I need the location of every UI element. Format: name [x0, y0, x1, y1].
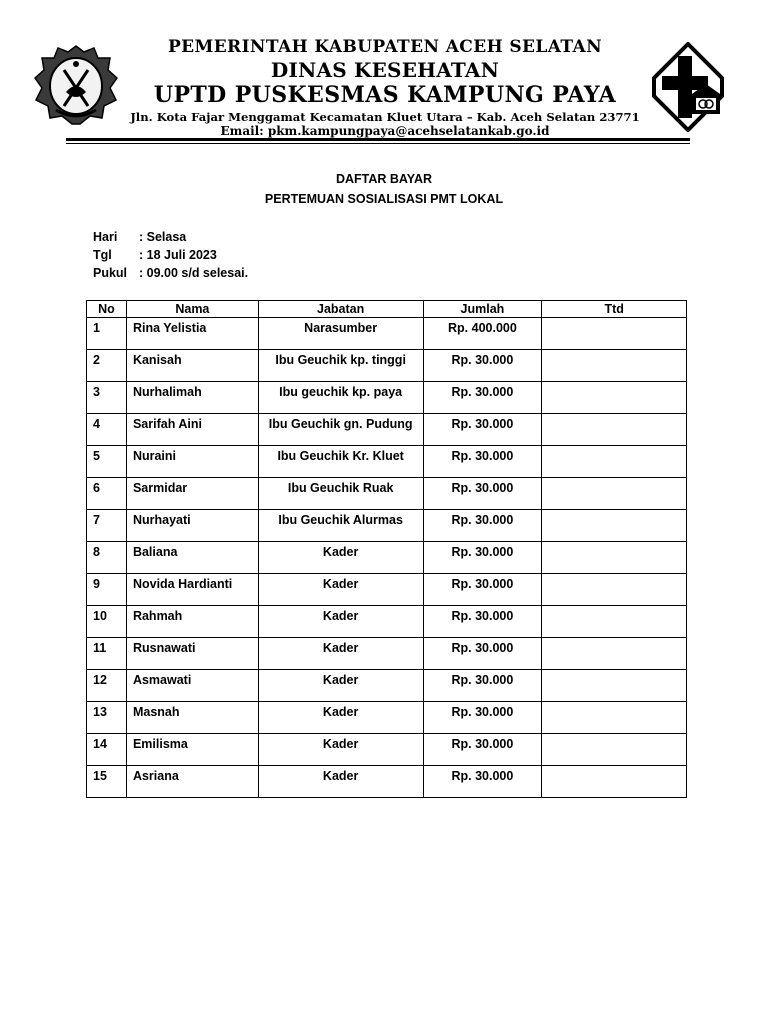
table-row	[87, 542, 687, 574]
cell-jumlah: Rp. 30.000	[423, 638, 542, 670]
cell-jumlah: Rp. 30.000	[423, 478, 542, 510]
cell-no: 14	[87, 734, 127, 766]
cell-signature	[542, 414, 687, 446]
cell-jabatan: Kader	[258, 766, 423, 798]
document-subtitle: PERTEMUAN SOSIALISASI PMT LOKAL	[264, 192, 504, 206]
cell-signature	[542, 766, 687, 798]
table-row	[87, 702, 687, 734]
address-line: Jln. Kota Fajar Menggamat Kecamatan Kluet Utara – Kab. Aceh Selatan 23771	[130, 110, 640, 124]
cell-nama: Rahmah	[126, 606, 258, 638]
table-row	[87, 606, 687, 638]
cell-jabatan: Ibu Geuchik Ruak	[258, 478, 423, 510]
document-title: DAFTAR BAYAR	[335, 172, 433, 186]
cell-signature	[542, 734, 687, 766]
email-line: Email: pkm.kampungpaya@acehselatankab.go.id	[220, 124, 550, 138]
cell-no: 5	[87, 446, 127, 478]
institution-name: UPTD PUSKESMAS KAMPUNG PAYA	[153, 82, 617, 108]
meta-value: : 18 Juli 2023	[139, 248, 217, 262]
table-row	[87, 670, 687, 702]
cell-signature	[542, 510, 687, 542]
table-row	[87, 478, 687, 510]
cell-jabatan: Ibu geuchik kp. paya	[258, 382, 423, 414]
cell-jumlah: Rp. 30.000	[423, 382, 542, 414]
payment-table	[86, 300, 687, 798]
cell-nama: Kanisah	[126, 350, 258, 382]
header-jumlah: Jumlah	[423, 301, 542, 318]
table-row	[87, 638, 687, 670]
cell-nama: Asmawati	[126, 670, 258, 702]
cell-jabatan: Ibu Geuchik Kr. Kluet	[258, 446, 423, 478]
cell-jumlah: Rp. 30.000	[423, 766, 542, 798]
meta-label: Tgl	[93, 248, 112, 262]
cell-no: 12	[87, 670, 127, 702]
header-no: No	[87, 301, 127, 318]
cell-jumlah: Rp. 30.000	[423, 542, 542, 574]
header-rule-thick	[66, 138, 690, 141]
cell-nama: Nurhalimah	[126, 382, 258, 414]
cell-jumlah: Rp. 30.000	[423, 734, 542, 766]
table-row	[87, 414, 687, 446]
table-row	[87, 734, 687, 766]
cell-no: 2	[87, 350, 127, 382]
table-row	[87, 446, 687, 478]
cell-jumlah: Rp. 400.000	[423, 318, 542, 350]
cell-signature	[542, 702, 687, 734]
cell-jabatan: Ibu Geuchik Alurmas	[258, 510, 423, 542]
cell-jabatan: Ibu Geuchik kp. tinggi	[258, 350, 423, 382]
cell-signature	[542, 542, 687, 574]
header-ttd: Ttd	[542, 301, 687, 318]
cell-nama: Masnah	[126, 702, 258, 734]
cell-jabatan: Kader	[258, 574, 423, 606]
cell-jabatan: Kader	[258, 670, 423, 702]
cell-signature	[542, 574, 687, 606]
cell-no: 8	[87, 542, 127, 574]
cell-no: 10	[87, 606, 127, 638]
agency-name: DINAS KESEHATAN	[270, 58, 500, 82]
cell-jabatan: Kader	[258, 638, 423, 670]
cell-jabatan: Narasumber	[258, 318, 423, 350]
cell-jumlah: Rp. 30.000	[423, 350, 542, 382]
cell-signature	[542, 606, 687, 638]
cell-signature	[542, 638, 687, 670]
table-header-row	[87, 301, 687, 318]
cell-nama: Sarmidar	[126, 478, 258, 510]
cell-no: 7	[87, 510, 127, 542]
meta-label: Hari	[93, 230, 118, 244]
aceh-selatan-emblem-icon	[34, 44, 118, 126]
cell-signature	[542, 446, 687, 478]
meta-label: Pukul	[93, 266, 128, 280]
government-name: PEMERINTAH KABUPATEN ACEH SELATAN	[167, 37, 603, 57]
cell-nama: Sarifah Aini	[126, 414, 258, 446]
cell-jumlah: Rp. 30.000	[423, 414, 542, 446]
meta-row-pukul	[93, 264, 248, 282]
cell-nama: Novida Hardianti	[126, 574, 258, 606]
cell-nama: Nurhayati	[126, 510, 258, 542]
cell-no: 9	[87, 574, 127, 606]
meta-value: : Selasa	[139, 230, 187, 244]
cell-jabatan: Kader	[258, 542, 423, 574]
cell-signature	[542, 670, 687, 702]
cell-no: 6	[87, 478, 127, 510]
meta-row-hari	[93, 228, 248, 246]
cell-jumlah: Rp. 30.000	[423, 670, 542, 702]
cell-jabatan: Kader	[258, 702, 423, 734]
meeting-details	[93, 228, 248, 282]
cell-jumlah: Rp. 30.000	[423, 510, 542, 542]
cell-jabatan: Kader	[258, 734, 423, 766]
meta-row-tgl	[93, 246, 248, 264]
cell-nama: Rina Yelistia	[126, 318, 258, 350]
cell-jumlah: Rp. 30.000	[423, 446, 542, 478]
meta-value: : 09.00 s/d selesai.	[139, 266, 249, 280]
table-row	[87, 318, 687, 350]
cell-no: 3	[87, 382, 127, 414]
cell-jabatan: Kader	[258, 606, 423, 638]
header-jabatan: Jabatan	[258, 301, 423, 318]
table-row	[87, 350, 687, 382]
header-nama: Nama	[126, 301, 258, 318]
table-row	[87, 382, 687, 414]
cell-nama: Baliana	[126, 542, 258, 574]
table-row	[87, 574, 687, 606]
cell-nama: Asriana	[126, 766, 258, 798]
cell-no: 13	[87, 702, 127, 734]
cell-signature	[542, 350, 687, 382]
header-rule-thin	[66, 143, 690, 144]
cell-nama: Rusnawati	[126, 638, 258, 670]
cell-jabatan: Ibu Geuchik gn. Pudung	[258, 414, 423, 446]
puskesmas-logo-icon	[652, 42, 724, 132]
cell-signature	[542, 478, 687, 510]
cell-no: 4	[87, 414, 127, 446]
cell-signature	[542, 318, 687, 350]
cell-jumlah: Rp. 30.000	[423, 702, 542, 734]
cell-signature	[542, 382, 687, 414]
cell-no: 15	[87, 766, 127, 798]
table-row	[87, 510, 687, 542]
cell-jumlah: Rp. 30.000	[423, 606, 542, 638]
cell-jumlah: Rp. 30.000	[423, 574, 542, 606]
cell-no: 11	[87, 638, 127, 670]
table-row	[87, 766, 687, 798]
cell-nama: Nuraini	[126, 446, 258, 478]
cell-nama: Emilisma	[126, 734, 258, 766]
letterhead	[110, 36, 660, 138]
cell-no: 1	[87, 318, 127, 350]
